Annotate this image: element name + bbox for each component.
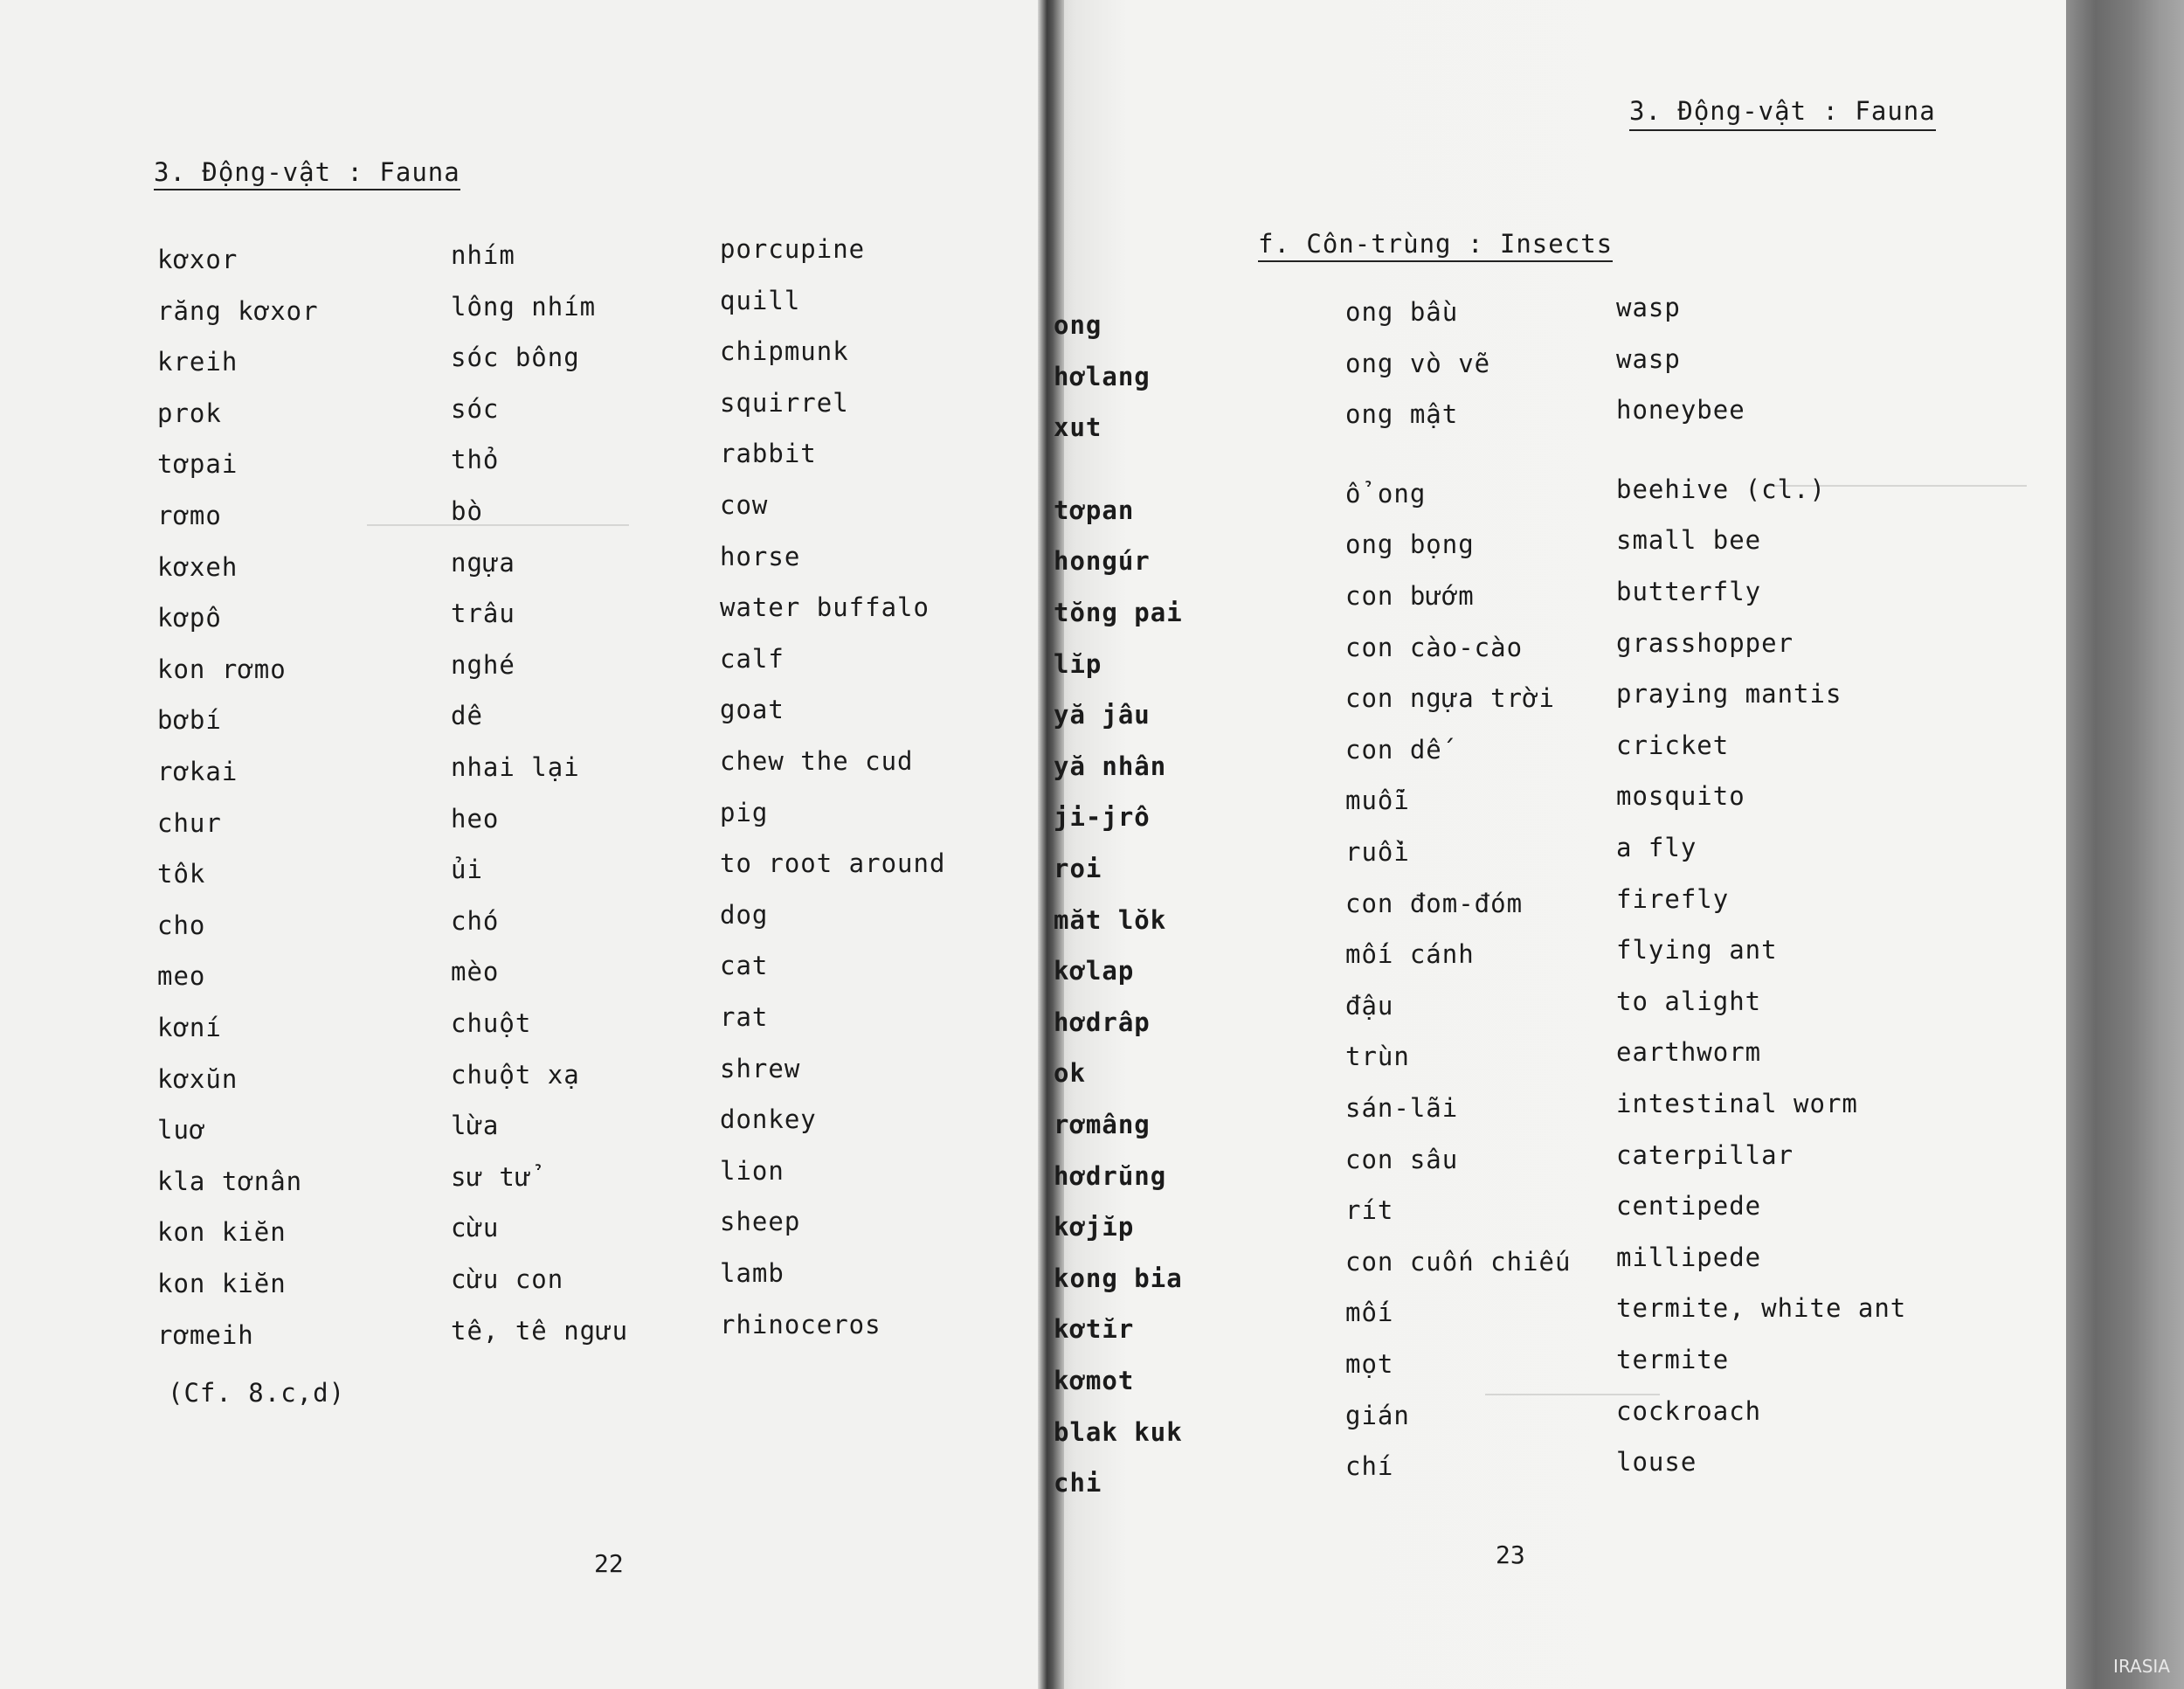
bahnar-strip-term: chi	[1054, 1468, 1102, 1499]
vietnamese-term: cừu	[451, 1213, 500, 1243]
bahnar-strip-term: ong	[1054, 310, 1102, 340]
bahnar-term: răng kơxor	[157, 295, 319, 326]
vietnamese-term: sóc	[451, 393, 500, 424]
left-page-header: 3. Động-vật : Fauna	[154, 157, 460, 190]
vietnamese-insect: con bướm	[1345, 581, 1475, 611]
vietnamese-term: heo	[451, 803, 500, 834]
vietnamese-insect: sán-lãi	[1345, 1093, 1459, 1123]
right-page-header: 3. Động-vật : Fauna	[1629, 96, 1936, 131]
bahnar-term: kơxor	[157, 245, 238, 274]
vietnamese-term: cừu con	[451, 1264, 564, 1294]
bahnar-strip-term: blak kuk	[1054, 1416, 1183, 1447]
vietnamese-insect: con sâu	[1345, 1144, 1459, 1174]
vietnamese-insect: mối cánh	[1345, 939, 1475, 970]
bleed-through-mark	[367, 524, 629, 526]
watermark: IRASIA	[2113, 1656, 2170, 1677]
bahnar-term: rơkai	[157, 757, 238, 786]
english-term: rhinoceros	[720, 1309, 881, 1339]
bahnar-strip-term: yă jâu	[1054, 700, 1151, 730]
english-insect: earthworm	[1616, 1037, 1762, 1068]
bahnar-strip-term: tŏng pai	[1054, 598, 1183, 627]
english-insect: honeybee	[1616, 395, 1745, 426]
vietnamese-insect: ổ ong	[1345, 478, 1427, 509]
vietnamese-insect: chí	[1345, 1451, 1394, 1482]
vietnamese-insect: đậu	[1345, 990, 1394, 1021]
vietnamese-insect: ruồi	[1345, 837, 1410, 867]
english-insect: wasp	[1616, 293, 1681, 322]
vietnamese-insect: mọt	[1345, 1349, 1394, 1379]
english-insect: praying mantis	[1616, 679, 1842, 710]
english-term: cat	[720, 951, 769, 981]
english-insect: firefly	[1616, 883, 1730, 914]
bahnar-term: kơpô	[157, 603, 222, 633]
english-insect: centipede	[1616, 1191, 1762, 1222]
vietnamese-insect: muỗi	[1345, 786, 1410, 816]
bahnar-term: chur	[157, 807, 222, 838]
english-insect: millipede	[1616, 1242, 1762, 1272]
vietnamese-insect: gián	[1345, 1400, 1410, 1430]
vietnamese-term: lừa	[451, 1111, 500, 1141]
vietnamese-term: mèo	[451, 957, 500, 987]
english-term: chipmunk	[720, 336, 849, 367]
english-insect: cricket	[1616, 730, 1730, 760]
bahnar-term: bơbí	[157, 705, 222, 736]
bahnar-term: prok	[157, 398, 222, 428]
vietnamese-insect: ong bọng	[1345, 530, 1475, 560]
english-insect: a fly	[1616, 833, 1697, 862]
english-insect: mosquito	[1616, 781, 1745, 812]
english-term: porcupine	[720, 234, 866, 264]
english-term: rat	[720, 1002, 769, 1032]
english-term: to root around	[720, 848, 946, 879]
bahnar-strip-term: măt lŏk	[1054, 904, 1167, 935]
vietnamese-term: lông nhím	[451, 291, 597, 322]
bahnar-strip-term: kơmot	[1054, 1366, 1135, 1395]
bahnar-strip-term: hơdrŭng	[1054, 1160, 1167, 1191]
bahnar-strip-term: xut	[1054, 412, 1102, 443]
english-term: quill	[720, 285, 801, 315]
vietnamese-insect: con đom-đóm	[1345, 888, 1524, 918]
english-insect: small bee	[1616, 525, 1762, 556]
bahnar-strip-term: tơpan	[1054, 495, 1135, 525]
bahnar-term: cho	[157, 910, 206, 940]
bahnar-strip-term: hơdrâp	[1054, 1007, 1151, 1037]
vietnamese-insect: trùn	[1345, 1042, 1410, 1072]
english-term: pig	[720, 797, 769, 827]
english-insect: wasp	[1616, 343, 1681, 374]
bahnar-term: kơxeh	[157, 551, 238, 582]
vietnamese-insect: con cào-cào	[1345, 632, 1524, 662]
bahnar-term: luơ	[157, 1115, 206, 1146]
footnote: (Cf. 8.c,d)	[168, 1378, 346, 1408]
bahnar-strip-term: kong bia	[1054, 1263, 1183, 1293]
bahnar-strip-term: kơjĭp	[1054, 1212, 1135, 1243]
bahnar-term: rơmo	[157, 501, 222, 530]
bahnar-strip-term: yă nhân	[1054, 751, 1167, 781]
bahnar-term: kla tơnân	[157, 1166, 303, 1196]
vietnamese-term: nhai lại	[451, 752, 580, 782]
vietnamese-insect: con ngựa trời	[1345, 683, 1555, 714]
english-term: goat	[720, 695, 784, 725]
bahnar-strip-term: kơlap	[1054, 956, 1135, 986]
english-insect: butterfly	[1616, 577, 1762, 606]
english-term: rabbit	[720, 439, 817, 469]
vietnamese-term: nghé	[451, 649, 515, 680]
english-insect: caterpillar	[1616, 1139, 1794, 1170]
bahnar-strip-term: roi	[1054, 854, 1102, 883]
english-term: squirrel	[720, 387, 849, 418]
vietnamese-insect: rít	[1345, 1195, 1394, 1226]
vietnamese-term: sư tử	[451, 1161, 532, 1192]
bahnar-term: tơpai	[157, 449, 238, 480]
english-term: dog	[720, 899, 769, 930]
english-insect: grasshopper	[1616, 627, 1794, 658]
english-insect: termite	[1616, 1345, 1730, 1374]
vietnamese-term: ủi	[451, 855, 483, 885]
section-title: f. Côn-trùng : Insects	[1258, 229, 1613, 262]
english-insect: beehive (cl.)	[1616, 474, 1826, 504]
english-insect: to alight	[1616, 986, 1762, 1016]
bahnar-term: rơmeih	[157, 1319, 254, 1350]
english-term: shrew	[720, 1053, 801, 1083]
english-insect: louse	[1616, 1447, 1697, 1478]
vietnamese-term: chó	[451, 905, 500, 936]
english-term: water buffalo	[720, 592, 930, 623]
vietnamese-insect: ong mật	[1345, 399, 1459, 430]
vietnamese-term: trâu	[451, 599, 515, 629]
bahnar-strip-term: hongúr	[1054, 546, 1151, 577]
english-term: lamb	[720, 1258, 784, 1288]
english-term: sheep	[720, 1207, 801, 1237]
bahnar-strip-term: ok	[1054, 1058, 1086, 1089]
english-term: chew the cud	[720, 746, 914, 776]
vietnamese-insect: mối	[1345, 1298, 1394, 1328]
vietnamese-term: nhím	[451, 240, 515, 270]
english-term: calf	[720, 643, 784, 674]
vietnamese-term: chuột xạ	[451, 1059, 580, 1090]
bahnar-term: kơxŭn	[157, 1063, 238, 1094]
vietnamese-term: tê, tê ngưu	[451, 1315, 629, 1346]
vietnamese-term: thỏ	[451, 445, 500, 475]
english-insect: termite, white ant	[1616, 1293, 1907, 1324]
page-number-left: 22	[594, 1549, 624, 1578]
english-term: donkey	[720, 1104, 817, 1135]
bahnar-strip-term: kơtĭr	[1054, 1314, 1135, 1345]
bahnar-strip-term: rơmâng	[1054, 1110, 1151, 1139]
vietnamese-insect: ong bầu	[1345, 297, 1459, 327]
page-edge-shadow	[2066, 0, 2184, 1689]
english-term: horse	[720, 541, 801, 571]
vietnamese-term: dê	[451, 701, 483, 731]
english-insect: flying ant	[1616, 935, 1778, 966]
english-insect: cockroach	[1616, 1395, 1762, 1426]
vietnamese-term: sóc bông	[451, 343, 580, 373]
bahnar-term: kreih	[157, 347, 238, 377]
vietnamese-term: chuột	[451, 1008, 532, 1038]
vietnamese-term: ngựa	[451, 547, 515, 578]
english-insect: intestinal worm	[1616, 1089, 1858, 1118]
vietnamese-insect: con cuốn chiếu	[1345, 1246, 1572, 1277]
bahnar-strip-term: ji-jrô	[1054, 802, 1151, 833]
bahnar-term: kon kiĕn	[157, 1269, 287, 1298]
bahnar-term: meo	[157, 961, 206, 992]
bahnar-term: kon kiĕn	[157, 1217, 287, 1248]
english-term: lion	[720, 1155, 784, 1186]
bahnar-strip-term: hơlang	[1054, 361, 1151, 391]
bahnar-term: kơní	[157, 1013, 222, 1042]
vietnamese-insect: ong vò vẽ	[1345, 348, 1491, 378]
bahnar-strip-term: lĭp	[1054, 648, 1102, 679]
english-term: cow	[720, 490, 769, 520]
page-number-right: 23	[1496, 1540, 1525, 1569]
bahnar-term: kon rơmo	[157, 654, 287, 684]
vietnamese-term: bò	[451, 496, 483, 526]
vietnamese-insect: con dế	[1345, 734, 1442, 765]
bahnar-term: tôk	[157, 859, 206, 889]
